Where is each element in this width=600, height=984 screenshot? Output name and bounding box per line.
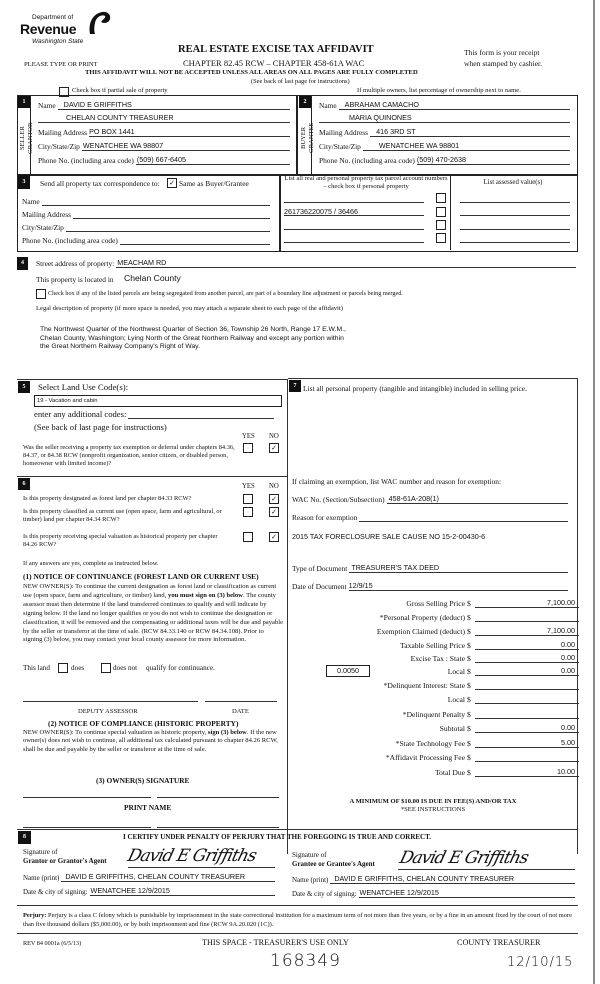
seller-name-row: [38, 100, 290, 110]
assessed-value-4[interactable]: [460, 234, 570, 243]
dor-swirl-icon: [86, 10, 112, 36]
owner-signature-line-1[interactable]: [23, 796, 151, 798]
seller-name-label: Name: [38, 101, 56, 110]
doc-type-field[interactable]: TREASURER'S TAX DEED: [349, 563, 568, 573]
historic-question: Is this property receiving special valuation as historical property per chapter 84.26 RCW?: [23, 533, 218, 548]
section-5-top-rule: [17, 379, 287, 380]
handwritten-receipt-number: 168349: [270, 951, 341, 971]
deputy-assessor-label: DEPUTY ASSESSOR: [78, 708, 138, 715]
amount-personal-property: *Personal Property (deduct) $: [290, 612, 579, 622]
grantee-name-field[interactable]: DAVID E GRIFFITHS, CHELAN COUNTY TREASURER: [330, 874, 575, 884]
doc-type-label: Type of Document: [292, 564, 348, 573]
exemption-yes-checkbox[interactable]: [243, 443, 253, 453]
grantor-date-field[interactable]: WENATCHEE 12/9/2015: [90, 886, 275, 896]
buyer-side-label: BUYER GRANTEE: [300, 122, 315, 154]
local-rate-box[interactable]: 0.0050: [326, 665, 370, 677]
dor-logo: [20, 10, 115, 50]
seller-name2-field[interactable]: CHELAN COUNTY TREASURER: [38, 113, 290, 123]
wac-row: [292, 494, 568, 504]
seller-side-label: SELLER GRANTOR: [19, 122, 34, 154]
owner-signature-line-2[interactable]: [157, 796, 279, 798]
notice2-body-b: . If the new owner(s) does not wish to continue, all additional tax calculated pursuant to chapter 84.26 RCW, shall be due and payable by the seller or transferor at the time of sale.: [23, 729, 278, 753]
reason-label: Reason for exemption: [292, 513, 358, 522]
yes-header-5: YES: [242, 433, 255, 440]
see-back-note: (See back of last page for instructions): [251, 78, 350, 85]
current-use-question: Is this property classified as current use (open space, farm and agricultural, or timber) land per chapter 84.34 RCW?: [23, 508, 222, 523]
buyer-phone-label: Phone No. (including area code): [319, 156, 415, 165]
corr-mailing-label: Mailing Address: [22, 210, 72, 219]
reason-line[interactable]: [359, 512, 568, 522]
section-7-number: 7: [289, 380, 301, 392]
wac-field[interactable]: 458-61A-208(1): [387, 494, 568, 504]
no-header-6: NO: [269, 483, 279, 490]
segregated-label: Check box if any of the listed parcels are being segregated from another parcel, are part of a boundary line adjustment or parcels being merged.: [48, 290, 403, 297]
notice-compliance-body: [23, 729, 285, 754]
located-label: This property is located in: [36, 275, 114, 284]
current-use-no-checkbox[interactable]: ✓: [269, 507, 279, 517]
corr-mailing-field[interactable]: [73, 209, 270, 219]
notice2-bold: sign (3) below: [207, 729, 247, 736]
seller-name-field[interactable]: DAVID E GRIFFITHS: [58, 100, 290, 110]
scan-edge-line: [593, 0, 595, 984]
grantee-sig-label-1: Signature of: [292, 851, 327, 859]
parcel-number-3[interactable]: [284, 221, 424, 230]
footer-rule: [17, 933, 578, 934]
amount-affidavit-processing-fee: *Affidavit Processing Fee $: [290, 752, 579, 762]
street-label: Street address of property:: [36, 259, 115, 268]
grantor-name-label: Name (print): [23, 874, 60, 882]
logo-dept-line: Department of: [32, 14, 74, 21]
county-treasurer-label: COUNTY TREASURER: [457, 938, 541, 947]
buyer-mailing-field[interactable]: 416 3RD ST: [370, 127, 570, 137]
same-as-buyer-checkbox[interactable]: ✓: [167, 178, 177, 188]
seller-phone-field[interactable]: (509) 667-6405: [136, 155, 290, 165]
assessed-value-1[interactable]: [460, 194, 570, 203]
grantor-date-label: Date & city of signing:: [23, 888, 88, 896]
buyer-city-row: [319, 141, 570, 151]
assessed-value-3[interactable]: [460, 221, 570, 230]
buyer-city-label: City/State/Zip: [319, 142, 361, 151]
delinquent-interest-local-field[interactable]: [475, 694, 579, 704]
amount-excise-local: Local $ 0.00: [290, 666, 579, 676]
seller-city-row: [38, 141, 290, 151]
parcel-4-personal-checkbox[interactable]: [436, 233, 446, 243]
same-as-buyer-label: Same as Buyer/Grantee: [179, 179, 249, 188]
parcel-number-2[interactable]: 261736220075 / 36466: [284, 207, 424, 216]
delinquent-interest-state-field[interactable]: [475, 680, 579, 690]
no-header-5: NO: [269, 433, 279, 440]
section-3-number: 3: [18, 175, 30, 189]
does-not-label: does not: [113, 664, 138, 672]
section-6-top-rule: [17, 476, 287, 477]
amount-subtotal: Subtotal $ 0.00: [290, 723, 579, 733]
buyer-name-label: Name: [319, 101, 337, 110]
notice1-bold: you must sign on (3) below: [168, 591, 243, 599]
logo-state: Washington State: [32, 38, 84, 45]
grantor-name-field[interactable]: DAVID E GRIFFITHS, CHELAN COUNTY TREASURER: [61, 872, 275, 882]
legal-description[interactable]: [40, 326, 346, 352]
amount-state-technology-fee: *State Technology Fee $ 5.00: [290, 738, 579, 748]
taxable-selling-price-field[interactable]: 0.00: [475, 640, 579, 650]
parcel-1-personal-checkbox[interactable]: [436, 193, 446, 203]
minimum-due-note: A MINIMUM OF $10.00 IS DUE IN FEE(S) AND/OR TAX: [349, 798, 517, 805]
county-value[interactable]: Chelan County: [124, 273, 181, 283]
logo-revenue: Revenue: [20, 21, 77, 37]
corr-city-label: City/State/Zip: [22, 223, 64, 232]
handwritten-date: 12/10/15: [507, 955, 574, 970]
corr-name-label: Name: [22, 197, 40, 206]
exemption-no-checkbox[interactable]: ✓: [269, 443, 279, 453]
notice1-body-b: . The county assessor must then determine if the land transferred continues to qualify and will indicate by signing below. If the land no longer qualifies or you do not wish to continue the designation or classification, it will be removed and the compensating or additional taxes will be due and payable by the seller or transferor at the time of sale. (RCW 84.33.140 or RCW 84.34.108). Prior to signing (3) below, you may contact your local county assessor for more information.: [23, 591, 284, 644]
buyer-phone-row: [319, 155, 570, 165]
grantee-signature-line[interactable]: [398, 868, 575, 870]
grantor-signature-line[interactable]: [128, 866, 275, 868]
section-6-number: 6: [18, 478, 30, 490]
forest-yes-checkbox[interactable]: [243, 494, 253, 504]
amount-delinquent-penalty: *Delinquent Penalty $: [290, 709, 579, 719]
additional-codes-label: enter any additional codes:: [34, 409, 127, 419]
form-chapter: CHAPTER 82.45 RCW – CHAPTER 458-61A WAC: [183, 58, 365, 68]
seller-mailing-label: Mailing Address: [38, 128, 88, 137]
amount-excise-state: Excise Tax : State $ 0.00: [290, 653, 579, 663]
grantor-sig-label-1: Signature of: [23, 848, 58, 856]
parcel-number-4[interactable]: [284, 234, 424, 243]
this-land-label: This land: [23, 664, 50, 672]
corr-name-row: [22, 196, 270, 206]
forest-land-question: Is this property designated as forest land per chapter 84.33 RCW?: [23, 495, 192, 502]
doc-date-field[interactable]: 12/9/15: [349, 581, 568, 591]
grantor-date-row: [23, 886, 275, 896]
personal-property-field[interactable]: [475, 612, 579, 622]
buyer-name2-field[interactable]: MARIA QUINONES: [319, 113, 570, 123]
affidavit-processing-fee-field[interactable]: [475, 752, 579, 762]
correspondence-label: Send all property tax correspondence to:: [40, 179, 160, 188]
wac-label: WAC No. (Section/Subsection): [292, 495, 385, 504]
seller-city-label: City/State/Zip: [38, 142, 80, 151]
doc-type-row: [292, 563, 568, 573]
corr-phone-row: [22, 235, 270, 245]
see-instructions-note: *SEE INSTRUCTIONS: [400, 806, 466, 813]
grantee-date-row: [292, 888, 575, 898]
receipt-note-1: This form is your receipt: [464, 48, 540, 57]
treasurer-use-only: THIS SPACE - TREASURER'S USE ONLY: [202, 938, 349, 947]
notice2-body-a: NEW OWNER(S): To continue special valuation as historic property,: [23, 729, 207, 736]
section-1-number: 1: [18, 96, 30, 108]
section-4-number: 4: [17, 257, 28, 270]
seller-mailing-row: [38, 127, 290, 137]
grantee-sig-label-2: Grantee or Grantee's Agent: [292, 860, 375, 868]
amount-delinquent-interest-state: *Delinquent Interest: State $: [290, 680, 579, 690]
assessed-value-2[interactable]: [460, 207, 570, 216]
print-name-line-2[interactable]: [157, 826, 279, 828]
print-name-line-1[interactable]: [23, 826, 151, 828]
section-2-number: 2: [299, 96, 311, 108]
form-number: REV 84 0001a (6/5/13): [23, 940, 82, 947]
corr-phone-field[interactable]: [120, 235, 270, 245]
additional-codes-field[interactable]: [128, 409, 274, 419]
notice-continuance-title: (1) NOTICE OF CONTINUANCE (FOREST LAND OR CURRENT USE): [23, 572, 259, 581]
grantee-name-row: [292, 874, 575, 884]
historic-yes-checkbox[interactable]: [243, 532, 253, 542]
seller-name2-row: [38, 113, 290, 123]
form-title: REAL ESTATE EXCISE TAX AFFIDAVIT: [178, 44, 374, 55]
historic-no-checkbox[interactable]: ✓: [269, 532, 279, 542]
buyer-name-field[interactable]: ABRAHAM CAMACHO: [339, 100, 570, 110]
section-7-top-rule: [288, 378, 578, 379]
corr-name-field[interactable]: [42, 196, 270, 206]
date-label: DATE: [232, 708, 249, 715]
subtotal-field[interactable]: 0.00: [475, 723, 579, 733]
current-use-yes-checkbox[interactable]: [243, 507, 253, 517]
qualify-label: qualify for continuance.: [146, 664, 215, 672]
seller-phone-label: Phone No. (including area code): [38, 156, 134, 165]
legal-line-1: The Northwest Quarter of the Northwest Quarter of Section 36, Township 26 North, Range 17 E.W.M.,: [40, 326, 346, 333]
parcels-header: List all real and personal property tax parcel account numbers – check box if personal property: [284, 175, 448, 190]
notice-continuance-body: [23, 583, 283, 645]
yes-header-6: YES: [242, 483, 255, 490]
please-type: PLEASE TYPE OR PRINT: [24, 61, 98, 68]
segregated-checkbox[interactable]: [36, 289, 46, 299]
parcel-2-personal-checkbox[interactable]: [436, 207, 446, 217]
exemption-intro: If claiming an exemption, list WAC number and reason for exemption:: [292, 477, 502, 486]
grantee-name-label: Name (print): [292, 876, 329, 884]
seller-city-field[interactable]: WENATCHEE WA 98807: [82, 141, 290, 151]
legal-line-3: the Great Northern Railway Company's Right of Way.: [40, 343, 200, 350]
amount-exemption-claimed: Exemption Claimed (deduct) $ 7,100.00: [290, 626, 579, 636]
amount-delinquent-interest-local: Local $: [290, 694, 579, 704]
corr-city-row: [22, 222, 270, 232]
exemption-question: Was the seller receiving a property tax exemption or deferral under chapters 84.36, 84.37, or 84.38 RCW (nonprofit organization, senior citizen, or disabled person, homeowner with limited income)?: [23, 444, 235, 467]
legal-line-2: Chelan County, Washington; Lying North of the Great Northern Railway and except any portion within: [40, 334, 344, 342]
perjury-notice: [23, 911, 578, 929]
notice-compliance-title: (2) NOTICE OF COMPLIANCE (HISTORIC PROPERTY): [48, 719, 239, 728]
partial-sale-label: Check box if partial sale of property: [72, 87, 168, 94]
middle-divider: [287, 379, 288, 854]
street-field[interactable]: MEACHAM RD: [116, 258, 576, 268]
owner-signature-label: (3) OWNER(S) SIGNATURE: [96, 776, 190, 785]
grantor-name-row: [23, 872, 275, 882]
certify-statement: I CERTIFY UNDER PENALTY OF PERJURY THAT THE FOREGOING IS TRUE AND CORRECT.: [123, 833, 432, 841]
grantee-date-field[interactable]: WENATCHEE 12/9/2015: [359, 888, 575, 898]
corr-city-field[interactable]: [66, 222, 270, 232]
parcel-number-1[interactable]: [284, 194, 424, 203]
parcel-3-personal-checkbox[interactable]: [436, 220, 446, 230]
buyer-phone-field[interactable]: (509) 470-2638: [417, 155, 570, 165]
state-technology-fee-field[interactable]: 5.00: [475, 738, 579, 748]
perjury-text: Perjury is a class C felony which is punishable by imprisonment in the state correctional institution for a maximum term of not more than five years, or by a fine in an amount fixed by the court of not more than five thousand dollars ($5,000.00), or by both imprisonment and fine (RCW 9A.20.020 (1C)).: [23, 912, 572, 928]
does-label: does: [71, 664, 85, 672]
notice1-body-a: NEW OWNER(S): To continue the current designation as forest land or classification as current use (open space, farm and agriculture, or timber) land,: [23, 583, 277, 599]
seller-mailing-field[interactable]: PO BOX 1441: [89, 127, 290, 137]
amount-total-due: Total Due $ 10.00: [290, 767, 579, 777]
section-8-bottom-rule: [17, 905, 578, 906]
total-due-field[interactable]: 10.00: [475, 767, 579, 777]
land-use-see-back: (See back of last page for instructions): [34, 422, 167, 432]
reason-value[interactable]: 2015 TAX FORECLOSURE SALE CAUSE NO 15-2-00430-6: [292, 532, 486, 541]
personal-property-label: List all personal property (tangible and intangible) included in selling price.: [303, 384, 527, 393]
land-use-select[interactable]: 19 - Vacation and cabin: [34, 395, 282, 407]
grantor-sig-label-2: Grantor or Grantor's Agent: [23, 857, 107, 865]
if-yes-note: If any answers are yes, complete as instructed below.: [23, 560, 159, 567]
forest-no-checkbox[interactable]: ✓: [269, 494, 279, 504]
corr-mailing-row: [22, 209, 270, 219]
receipt-note-2: when stamped by cashier.: [464, 59, 543, 68]
reason-row: [292, 512, 568, 522]
does-not-qualify-checkbox[interactable]: [101, 663, 111, 673]
multiple-owners-note: If multiple owners, list percentage of ownership next to name.: [357, 87, 521, 94]
amount-taxable-selling-price: Taxable Selling Price $ 0.00: [290, 640, 579, 650]
street-row: [36, 258, 576, 268]
section-8-top-rule: [17, 829, 578, 830]
warning-banner: THIS AFFIDAVIT WILL NOT BE ACCEPTED UNLESS ALL AREAS ON ALL PAGES ARE FULLY COMPLETED: [85, 69, 418, 76]
corr-phone-label: Phone No. (including area code): [22, 236, 118, 245]
buyer-mailing-label: Mailing Address: [319, 128, 369, 137]
deputy-assessor-signature-line[interactable]: [23, 700, 198, 702]
does-qualify-checkbox[interactable]: [58, 663, 68, 673]
excise-local-field[interactable]: 0.00: [475, 666, 579, 676]
exemption-claimed-field[interactable]: 7,100.00: [475, 626, 579, 636]
buyer-city-field[interactable]: WENATCHEE WA 98801: [363, 141, 570, 151]
parcels-col-divider: [450, 175, 451, 250]
assessed-header: List assessed value(s): [483, 179, 543, 186]
grantee-date-label: Date & city of signing:: [292, 890, 357, 898]
section-8-number: 8: [18, 831, 31, 844]
delinquent-penalty-field[interactable]: [475, 709, 579, 719]
legal-label: Legal description of property (if more space is needed, you may attach a separate sheet to each page of the affidavit): [36, 305, 343, 312]
additional-codes-row: [34, 409, 274, 419]
print-name-label: PRINT NAME: [124, 803, 172, 812]
gross-selling-price-field[interactable]: 7,100.00: [475, 598, 579, 608]
amount-gross-selling-price: Gross Selling Price $ 7,100.00: [290, 598, 579, 608]
grantor-signature: David E Griffiths: [125, 846, 259, 866]
doc-date-row: [292, 581, 568, 591]
buyer-name2-row: [319, 113, 570, 123]
land-use-label: Select Land Use Code(s):: [38, 382, 129, 392]
buyer-mailing-row: [319, 127, 570, 137]
assessor-date-line[interactable]: [205, 700, 277, 702]
buyer-name-row: [319, 100, 570, 110]
grantee-signature: David E Griffiths: [397, 848, 531, 868]
seller-phone-row: [38, 155, 290, 165]
section-5-number: 5: [18, 381, 30, 393]
doc-date-label: Date of Document: [292, 582, 347, 591]
excise-state-field[interactable]: 0.00: [475, 653, 579, 663]
perjury-bold: Perjury:: [23, 912, 47, 919]
